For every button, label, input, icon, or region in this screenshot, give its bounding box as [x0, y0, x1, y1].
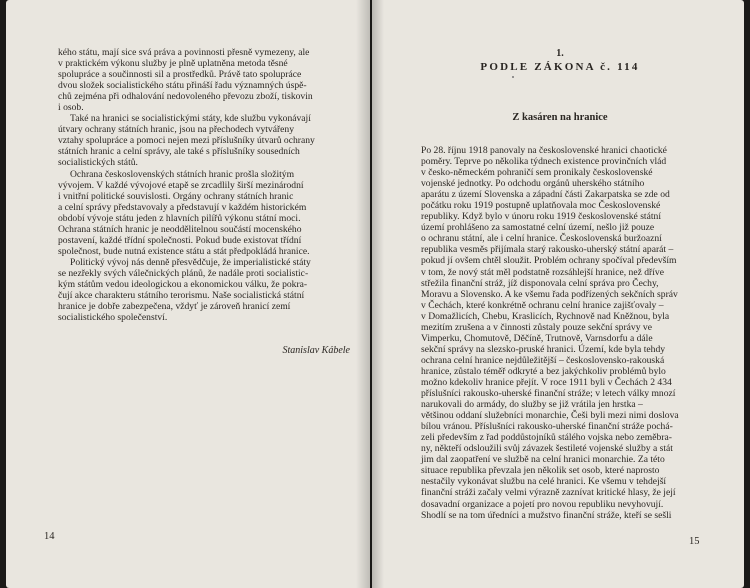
- text-line: situace republika převzala jen několik set osob, které naprosto: [421, 465, 660, 477]
- text-line: se nezřekly svých válečnických plánů, že nadále proti socialistic-: [58, 267, 309, 279]
- text-line: vztahy spolupráce a pomoci nejen mezi příslušníky útvarů ochrany: [58, 135, 315, 147]
- text-line: republiky. Když bylo v únoru roku 1919 československé státní: [421, 211, 661, 223]
- text-line: v tom, že nový stát měl podstatně rozsáhlejší hranice, než dříve: [421, 266, 664, 278]
- text-line: většinou oddaní služebníci monarchie, Češi byli mezi nimi doslova: [421, 410, 679, 422]
- text-line: pokud jí ovšem chtěl sloužit. Problém ochrany spočíval především: [421, 255, 677, 267]
- text-line: socialistických států.: [58, 157, 138, 169]
- paragraph-4: [58, 257, 354, 323]
- text-line: Ochrana československých státních hranic prošla složitým: [70, 168, 295, 180]
- paragraph-1: [58, 47, 354, 113]
- text-line: kým státům vedou ideologickou a ekonomickou válku, že pokra-: [58, 278, 308, 290]
- text-line: aparátu z území Slovenska a západní části Zakarpatska se zde od: [421, 189, 670, 201]
- text-line: Po 28. říjnu 1918 panovaly na československé hranici chaotické: [421, 145, 667, 156]
- text-line: vývojem. V každé vývojové etapě se zrcadlily širší mezinárodní: [58, 179, 304, 191]
- text-line: Ochrana státních hranic je neoddělitelnou součástí mocenského: [58, 223, 302, 235]
- text-line: zeli především z řad poddůstojníků stálého vojska nebo zeměbra-: [421, 432, 672, 444]
- page-number-right: 15: [689, 536, 700, 547]
- text-line: možno kdekoliv hranice přejít. V roce 1911 byli v Čechách 2 434: [421, 376, 672, 388]
- text-line: území prohlášeno za samostatné celní území, nešlo již pouze: [421, 222, 655, 234]
- text-line: ochrana celní hranice nejdůležitější – československo-rakouská: [421, 354, 665, 366]
- gutter-shadow: [356, 0, 370, 588]
- text-line: i vnitřní politické souvislosti. Orgány ochrany státních hranic: [58, 190, 294, 202]
- text-line: státních hranic a celní správy, ale také s příslušníky sousedních: [58, 146, 300, 158]
- section-title: Z kasáren na hranice: [512, 112, 608, 123]
- text-line: vojenské jednotky. Po odchodu orgánů uherského státního: [421, 178, 645, 190]
- text-line: hranice je dobře zabezpečena, vždyť je zároveň hranicí zemí: [58, 301, 291, 313]
- text-line: útvary ochrany státních hranic, jsou na přechodech vytvářeny: [58, 124, 295, 136]
- text-line: nestačily vykonávat službu na celé hranici. Ke všemu v tehdejší: [421, 476, 667, 488]
- text-line: v Domažlicích, Chebu, Kraslicích, Rychnově nad Kněžnou, byla: [421, 310, 670, 322]
- chapter-title: PODLE ZÁKONA č. 114: [480, 61, 640, 73]
- text-line: republika vesměs přijímala starý rakousko-uherský státní aparát –: [421, 244, 674, 256]
- paragraph-1: [421, 145, 708, 521]
- text-line: Vimperku, Chomutově, Děčíně, Trutnově, Varnsdorfu a dále: [421, 332, 653, 344]
- text-line: jim dal zaopatření ve službě na celní hranici monarchie. Za této: [421, 454, 665, 466]
- text-line: narukovali do armády, do služby se již vrátila jen hrstka –: [421, 399, 643, 411]
- chapter-number: 1.: [556, 48, 564, 59]
- text-line: v Čechách, které konkrétně ochranu celní hranice zajišťovaly –: [421, 299, 664, 311]
- text-line: období vývoje státu jeden z hlavních pilířů výkonu státní moci.: [58, 212, 301, 224]
- text-line: v česko-německém pohraničí sem pronikaly československé: [421, 167, 653, 179]
- text-line: Moravu a Slovensko. A ke všemu řada podřízených sekčních správ: [421, 288, 678, 300]
- text-line: střežila finanční stráž, jíž disponovala celní správa pro Čechy,: [421, 277, 659, 289]
- text-line: poměry. Teprve po několika týdnech existence provinčních vlád: [421, 156, 667, 168]
- text-line: bílou vránou. Příslušníci rakousko-uherské finanční stráže pochá-: [421, 421, 673, 433]
- text-line: dosavadní organizace a pojetí pro novou republiku nevyhovují.: [421, 498, 664, 510]
- text-line: počátku roku 1919 postupně uplatňovala moc Československé: [421, 200, 661, 212]
- text-line: čují akce charakteru státního terorismu. Naše socialistická státní: [58, 290, 305, 302]
- text-line: i osob.: [58, 102, 84, 114]
- left-page-text: [58, 47, 354, 356]
- text-line: Také na hranici se socialistickými státy, kde službu vykonávají: [70, 113, 311, 125]
- author-signature: Stanislav Kábele: [282, 345, 350, 357]
- text-line: společnost, bude nutná existence státu a stát předpokládá hranice.: [58, 245, 310, 257]
- text-line: o ochranu státní, ale i celní hranice. Československá buržoazní: [421, 233, 662, 245]
- text-line: kého státu, mají sice svá práva a povinnosti přesně vymezeny, ale: [58, 47, 310, 58]
- right-page-text: [421, 145, 708, 521]
- text-line: postavení, každé třídní společnosti. Pokud bude existovat třídní: [58, 234, 302, 246]
- text-line: dvou složek socialistického státu přináší řadu významných úspě-: [58, 80, 307, 92]
- text-line: ny, někteří odsloužili svůj závazek šestileté vojenské služby a stát: [421, 443, 673, 455]
- gutter-shadow: [372, 0, 384, 588]
- text-line: chů zejména při odhalování nedovoleného převozu zboží, tiskovin: [58, 91, 313, 103]
- paragraph-2: [58, 113, 354, 168]
- text-line: socialistického společenství.: [58, 312, 168, 324]
- text-line: v praktickém výkonu služby je plně uplatněna metoda těsné: [58, 58, 288, 70]
- text-line: příslušníci rakousko-uherské finanční stráže; v letech války mnozí: [421, 388, 676, 400]
- print-speck: [512, 76, 514, 78]
- text-line: spolupráce a součinnosti sil a prostředků. Právě tato spolupráce: [58, 69, 302, 81]
- text-line: a celní správy představovaly a představují v každém historickém: [58, 201, 307, 213]
- text-line: sekční správy na slezsko-pruské hranici. Území, kde byla tehdy: [421, 343, 666, 355]
- paragraph-3: [58, 169, 354, 257]
- text-line: Shodlí se na tom úředníci a mužstvo finanční stráže, kteří se sešli: [421, 509, 672, 521]
- text-line: hranice, zůstalo téměř odkryté a bez jakýchkoliv problémů bylo: [421, 365, 666, 377]
- text-line: mezitím zrušena a v činnosti zůstaly pouze sekční správy ve: [421, 321, 652, 333]
- page-number-left: 14: [44, 531, 55, 542]
- text-line: Politický vývoj nás denně přesvědčuje, že imperialistické státy: [70, 256, 311, 268]
- text-line: finanční stráži začaly velmi výrazně zaznívat kritické hlasy, že její: [421, 487, 676, 499]
